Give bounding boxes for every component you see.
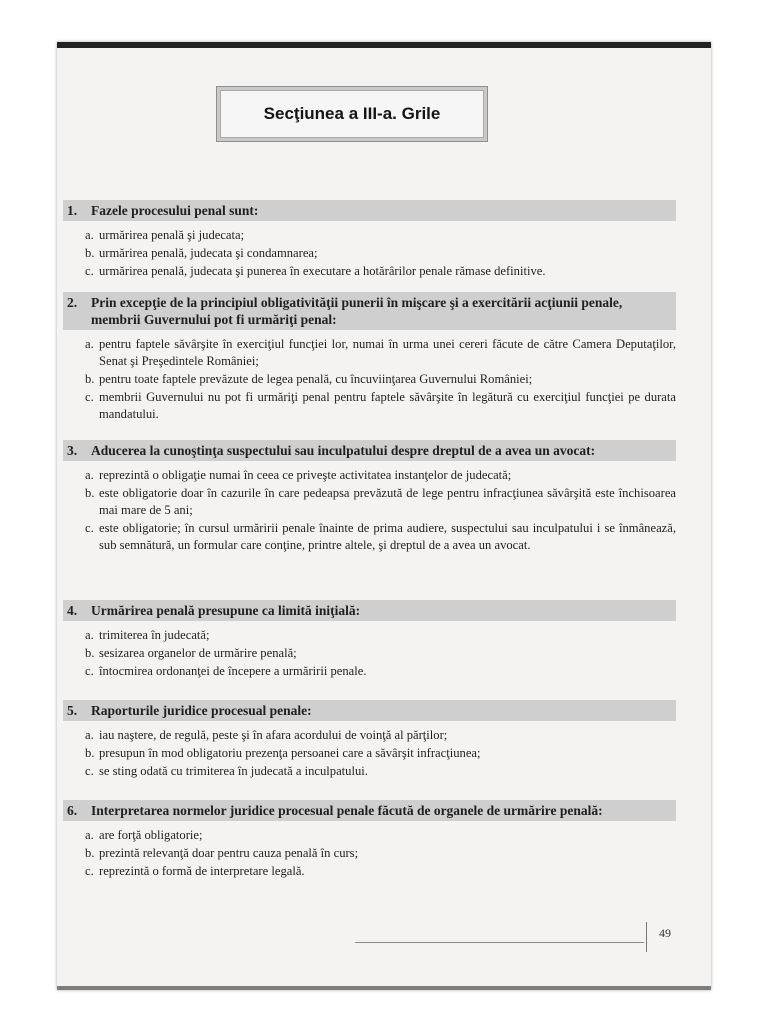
options-list	[63, 727, 676, 780]
option-text: presupun în mod obligatoriu prezenţa persoanei care a săvârşit infracţiunea;	[99, 746, 481, 760]
question-text: Raporturile juridice procesual penale:	[91, 703, 312, 718]
section-title-box	[216, 86, 488, 142]
option-text: urmărirea penală şi judecata;	[99, 228, 245, 242]
question-heading	[63, 440, 676, 461]
option-text: prezintă relevanţă doar pentru cauza penală în curs;	[99, 846, 359, 860]
page-number: 49	[659, 926, 671, 940]
option-text: reprezintă o obligaţie numai în ceea ce priveşte activitatea instanţelor de judecată;	[99, 468, 512, 482]
option-c	[85, 263, 676, 280]
option-text: este obligatorie doar în cazurile în care pedeapsa prevăzută de lege pentru infracţiunea săvârşită este închisoarea mai mare de 5 ani;	[99, 486, 676, 517]
question-heading	[63, 600, 676, 621]
option-a	[85, 727, 676, 744]
question-3	[63, 440, 676, 555]
option-c	[85, 520, 676, 554]
option-text: trimiterea în judecată;	[99, 628, 210, 642]
option-text: întocmirea ordonanţei de începere a urmăririi penale.	[99, 664, 367, 678]
option-text: este obligatorie; în cursul urmăririi penale înainte de prima audiere, suspectului sau inculpatului i se înmânează, sub semnătură, un formular care conţine, printre altele, şi dreptul de a avea un avocat.	[99, 521, 676, 552]
footer-divider	[646, 922, 647, 952]
options-list	[63, 827, 676, 880]
options-list	[63, 627, 676, 680]
option-a	[85, 627, 676, 644]
option-c	[85, 663, 676, 680]
question-number: 4.	[67, 603, 78, 618]
question-heading	[63, 200, 676, 221]
options-list	[63, 336, 676, 423]
option-letter: c.	[85, 764, 94, 778]
options-list	[63, 467, 676, 554]
option-letter: a.	[85, 628, 94, 642]
question-number: 6.	[67, 803, 78, 818]
option-c	[85, 389, 676, 423]
option-text: pentru toate faptele prevăzute de legea penală, cu încuviinţarea Guvernului României;	[99, 372, 533, 386]
option-b	[85, 485, 676, 519]
option-c	[85, 763, 676, 780]
question-text: Urmărirea penală presupune ca limită iniţială:	[91, 603, 361, 618]
option-letter: c.	[85, 264, 94, 278]
option-b	[85, 845, 676, 862]
option-letter: a.	[85, 337, 94, 351]
option-text: urmărirea penală, judecata şi punerea în executare a hotărârilor penale rămase definitive.	[99, 264, 546, 278]
question-5	[63, 700, 676, 781]
option-text: reprezintă o formă de interpretare legală.	[99, 864, 305, 878]
option-c	[85, 863, 676, 880]
question-number: 2.	[67, 295, 78, 310]
question-text: Fazele procesului penal sunt:	[91, 203, 259, 218]
option-letter: a.	[85, 728, 94, 742]
question-number: 5.	[67, 703, 78, 718]
option-a	[85, 467, 676, 484]
question-text: Aducerea la cunoştinţa suspectului sau inculpatului despre dreptul de a avea un avocat:	[91, 443, 596, 458]
option-letter: a.	[85, 468, 94, 482]
footer-rule	[355, 942, 644, 943]
book-page	[57, 42, 711, 990]
option-letter: b.	[85, 486, 95, 500]
option-letter: c.	[85, 664, 94, 678]
section-title: Secţiunea a III-a. Grile	[220, 90, 484, 138]
question-text: Interpretarea normelor juridice procesual penale făcută de organele de urmărire penală:	[91, 803, 603, 818]
question-heading	[63, 700, 676, 721]
option-letter: b.	[85, 246, 95, 260]
option-letter: b.	[85, 646, 95, 660]
option-letter: c.	[85, 521, 94, 535]
option-letter: c.	[85, 864, 94, 878]
options-list	[63, 227, 676, 280]
option-text: pentru faptele săvârşite în exerciţiul funcţiei lor, numai în urma unei cereri făcute de către Camera Deputaţilor, Senat şi Preşedintele României;	[99, 337, 676, 368]
option-b	[85, 371, 676, 388]
option-a	[85, 827, 676, 844]
option-letter: b.	[85, 846, 95, 860]
option-b	[85, 245, 676, 262]
option-letter: a.	[85, 828, 94, 842]
option-letter: b.	[85, 372, 95, 386]
option-letter: a.	[85, 228, 94, 242]
question-4	[63, 600, 676, 681]
question-1	[63, 200, 676, 281]
option-text: membrii Guvernului nu pot fi urmăriţi penal pentru faptele săvârşite în legătură cu exerciţiul funcţiei pe durata mandatului.	[99, 390, 676, 421]
option-text: iau naştere, de regulă, peste şi în afara acordului de voinţă al părţilor;	[99, 728, 448, 742]
question-number: 3.	[67, 443, 78, 458]
option-a	[85, 227, 676, 244]
option-text: sesizarea organelor de urmărire penală;	[99, 646, 297, 660]
option-text: are forţă obligatorie;	[99, 828, 203, 842]
option-a	[85, 336, 676, 370]
question-heading	[63, 800, 676, 821]
option-letter: c.	[85, 390, 94, 404]
question-heading	[63, 292, 676, 330]
option-text: se sting odată cu trimiterea în judecată a inculpatului.	[99, 764, 368, 778]
option-b	[85, 645, 676, 662]
question-6	[63, 800, 676, 881]
option-b	[85, 745, 676, 762]
question-number: 1.	[67, 203, 78, 218]
option-letter: b.	[85, 746, 95, 760]
question-2	[63, 292, 676, 424]
question-text: Prin excepţie de la principiul obligativităţii punerii în mişcare şi a exercitării acţiunii penale, membrii Guvernului pot fi urmăriţi penal:	[91, 295, 623, 327]
option-text: urmărirea penală, judecata şi condamnarea;	[99, 246, 318, 260]
